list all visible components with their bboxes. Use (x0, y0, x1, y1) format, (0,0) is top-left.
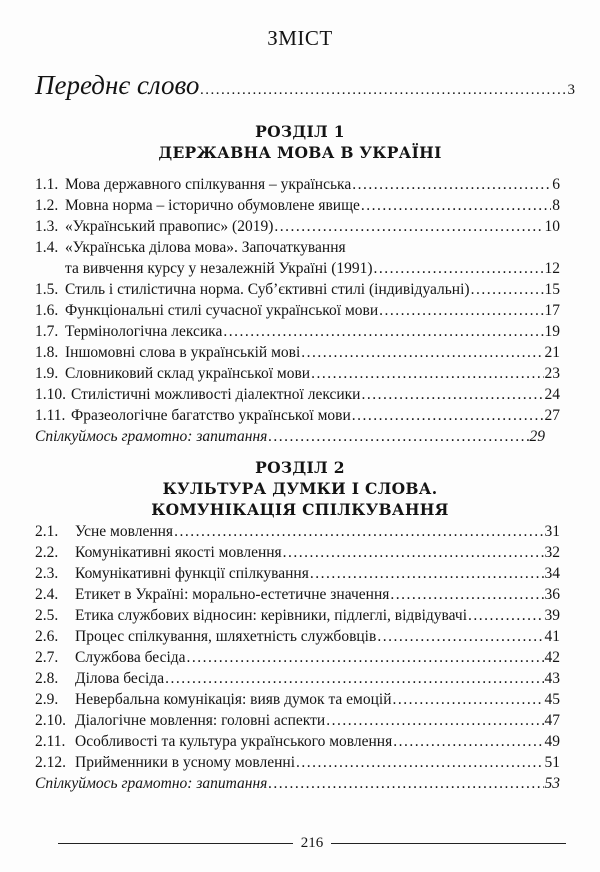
leader-dots (296, 752, 544, 773)
entry-number: 2.5. (35, 607, 59, 624)
entry-page: 34 (544, 565, 560, 582)
entry-page: 45 (544, 691, 560, 708)
footer-rule-left (58, 843, 293, 844)
entry-page: 12 (544, 260, 560, 277)
section-1-number: РОЗДІЛ 1 (255, 122, 345, 141)
section-2-number: РОЗДІЛ 2 (255, 458, 345, 477)
entry-page: 17 (544, 302, 560, 319)
toc-entry[interactable] (35, 752, 560, 773)
entry-page: 43 (544, 670, 560, 687)
entry-title: Ділова бесіда (75, 670, 165, 687)
section-2-title-line-1: КУЛЬТУРА ДУМКИ І СЛОВА. (162, 479, 438, 498)
section-2-heading (0, 457, 600, 520)
entry-title: Особливості та культура українського мовлення (75, 733, 393, 750)
section-2-title-line-2: КОМУНІКАЦІЯ СПІЛКУВАННЯ (151, 500, 449, 519)
entry-title: Спілкуймось грамотно: запитання (35, 775, 268, 792)
page-footer (58, 835, 566, 852)
leader-dots (310, 563, 544, 584)
entry-page: 23 (544, 365, 560, 382)
entry-page: 42 (544, 649, 560, 666)
toc-entry[interactable] (35, 279, 560, 300)
entry-title: Етикет в Україні: морально-естетичне значення (75, 586, 390, 603)
entry-number: 2.2. (35, 544, 59, 561)
entry-title: Мовна норма – історично обумовлене явище (65, 197, 360, 214)
entry-title: Термінологічна лексика (65, 323, 223, 340)
leader-dots (393, 731, 543, 752)
entry-page: 41 (544, 628, 560, 645)
leader-dots (377, 626, 543, 647)
entry-number: 2.11. (35, 733, 66, 750)
leader-dots (274, 216, 543, 237)
entry-title: Фразеологічне багатство української мови (71, 407, 351, 424)
entry-number: 2.12. (35, 754, 66, 771)
toc-entry[interactable] (35, 237, 560, 258)
entry-number: 1.7. (35, 323, 59, 340)
toc-entry[interactable] (35, 542, 560, 563)
leader-dots (352, 405, 544, 426)
leader-dots (283, 542, 544, 563)
entry-number: 1.9. (35, 365, 59, 382)
entry-title: Прийменники в усному мовленні (75, 754, 295, 771)
toc-entry[interactable] (35, 321, 560, 342)
leader-dots (311, 363, 543, 384)
section-1-title: ДЕРЖАВНА МОВА В УКРАЇНІ (158, 143, 442, 162)
leader-dots (326, 710, 543, 731)
leader-dots (268, 426, 528, 447)
entry-page: 49 (544, 733, 560, 750)
entry-page: 6 (552, 176, 560, 193)
entry-number: 1.1. (35, 176, 59, 193)
entry-title: Етика службових відносин: керівники, підлеглі, відвідувачі (75, 607, 467, 624)
leader-dots (374, 258, 544, 279)
entry-number: 1.6. (35, 302, 59, 319)
leader-dots (200, 82, 566, 99)
page-number: 216 (300, 835, 324, 851)
foreword-page: 3 (567, 82, 575, 98)
section-1-heading (0, 121, 600, 163)
entry-title: та вивчення курсу у незалежній Україні (1991) (65, 260, 373, 277)
toc-entry[interactable] (35, 563, 560, 584)
entry-number: 1.11. (35, 407, 66, 424)
entry-number: 1.10. (35, 386, 66, 403)
foreword-entry[interactable] (35, 70, 575, 101)
entry-page: 8 (552, 197, 560, 214)
entry-title: «Українська ділова мова». Започаткування (65, 239, 346, 256)
entry-number: 2.4. (35, 586, 59, 603)
entry-number: 2.10. (35, 712, 66, 729)
toc-entry[interactable] (35, 384, 560, 405)
entry-title: Функціональні стилі сучасної української мови (65, 302, 379, 319)
toc-entry[interactable] (35, 174, 560, 195)
entry-number: 2.1. (35, 523, 59, 540)
leader-dots (379, 300, 543, 321)
entry-page: 32 (544, 544, 560, 561)
entry-page: 10 (544, 218, 560, 235)
toc-entry[interactable] (35, 300, 560, 321)
entry-title: Мова державного спілкування – українська (65, 176, 352, 193)
leader-dots (187, 647, 544, 668)
entry-page: 47 (544, 712, 560, 729)
entry-page: 21 (544, 344, 560, 361)
entry-title: Діалогічне мовлення: головні аспекти (75, 712, 326, 729)
entry-number: 2.9. (35, 691, 59, 708)
toc-entry[interactable] (65, 258, 560, 279)
entry-title: Словниковий склад української мови (65, 365, 311, 382)
entry-number: 1.8. (35, 344, 59, 361)
page-title: ЗМІСТ (267, 26, 333, 50)
entry-page: 29 (529, 428, 545, 445)
entry-page: 31 (544, 523, 560, 540)
toc-entry[interactable] (35, 216, 560, 237)
toc-entry[interactable] (35, 605, 560, 626)
leader-dots (165, 668, 543, 689)
entry-page: 15 (544, 281, 560, 298)
entry-page: 39 (544, 607, 560, 624)
leader-dots (361, 384, 543, 405)
toc-entry[interactable] (35, 647, 560, 668)
toc-entry[interactable] (35, 405, 560, 426)
leader-dots (390, 584, 543, 605)
entry-page: 27 (544, 407, 560, 424)
entry-number: 1.3. (35, 218, 59, 235)
entry-page: 36 (544, 586, 560, 603)
toc-entry[interactable] (35, 731, 560, 752)
entry-title: Усне мовлення (75, 523, 174, 540)
entry-title: Невербальна комунікація: вияв думок та емоцій (75, 691, 392, 708)
entry-page: 24 (544, 386, 560, 403)
toc-entry[interactable] (35, 689, 560, 710)
toc-entry[interactable] (35, 363, 560, 384)
toc-entry[interactable] (35, 342, 560, 363)
leader-dots (468, 605, 544, 626)
leader-dots (174, 521, 543, 542)
toc-entry[interactable] (35, 521, 560, 542)
toc-entry[interactable] (35, 195, 560, 216)
toc-entry[interactable] (35, 426, 545, 447)
leader-dots (301, 342, 543, 363)
entry-number: 1.5. (35, 281, 59, 298)
entry-page: 53 (544, 775, 560, 792)
foreword-label: Переднє слово (35, 70, 200, 100)
leader-dots (223, 321, 543, 342)
entry-number: 1.2. (35, 197, 59, 214)
toc-entry[interactable] (35, 668, 560, 689)
entry-number: 1.4. (35, 239, 59, 256)
entry-number: 2.8. (35, 670, 59, 687)
toc-entry[interactable] (35, 584, 560, 605)
toc-entry[interactable] (35, 710, 560, 731)
entry-title: Спілкуймось грамотно: запитання (35, 428, 268, 445)
leader-dots (361, 195, 551, 216)
entry-title: Процес спілкування, шляхетність службовців (75, 628, 377, 645)
leader-dots (471, 279, 544, 300)
entry-page: 19 (544, 323, 560, 340)
toc-entry[interactable] (35, 773, 560, 794)
leader-dots (393, 689, 544, 710)
entry-title: Службова бесіда (75, 649, 186, 666)
toc-entry[interactable] (35, 626, 560, 647)
entry-title: Іншомовні слова в українській мові (65, 344, 301, 361)
entry-page: 51 (544, 754, 560, 771)
leader-dots (352, 174, 551, 195)
entry-number: 2.7. (35, 649, 59, 666)
entry-title: Комунікативні якості мовлення (75, 544, 282, 561)
entry-number: 2.3. (35, 565, 59, 582)
entry-title: Стиль і стилістична норма. Суб’єктивні стилі (індивідуальні) (65, 281, 470, 298)
entry-title: «Український правопис» (2019) (65, 218, 274, 235)
entry-title: Комунікативні функції спілкування (75, 565, 309, 582)
entry-title: Стилістичні можливості діалектної лексики (71, 386, 361, 403)
footer-rule-right (331, 843, 566, 844)
entry-number: 2.6. (35, 628, 59, 645)
leader-dots (268, 773, 543, 794)
